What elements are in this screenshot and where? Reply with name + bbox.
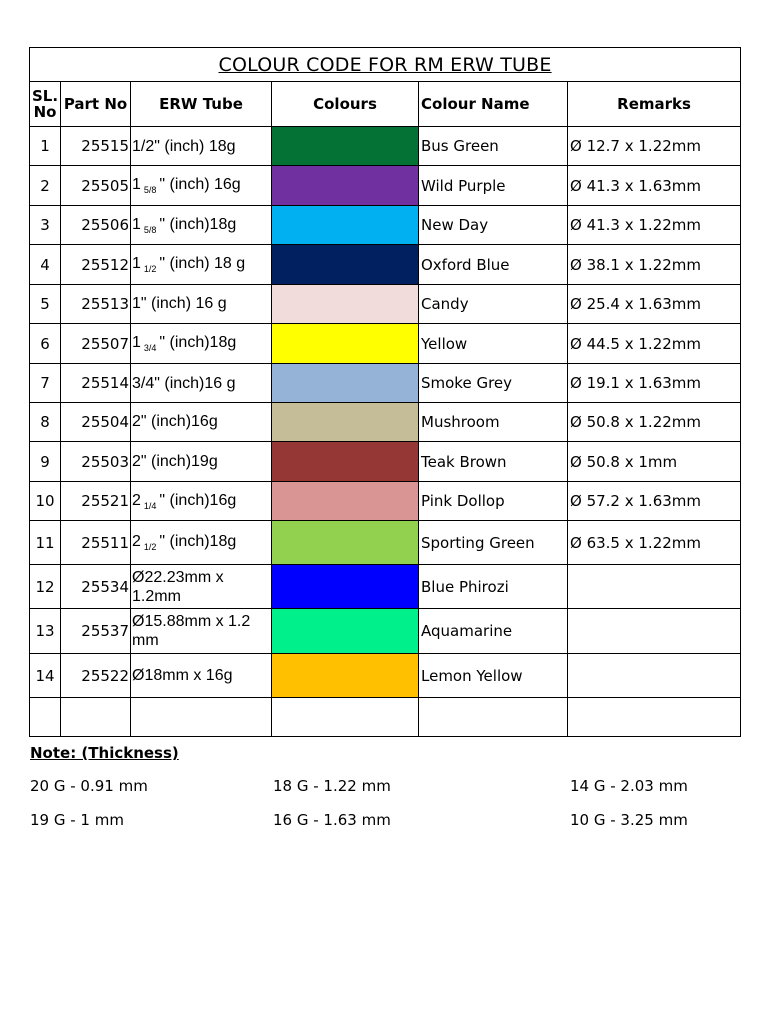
erw-tube-cell	[131, 403, 272, 442]
part-no-cell: 25511	[61, 521, 131, 565]
sl-no-cell: 9	[30, 442, 61, 482]
part-no-cell: 25512	[61, 245, 131, 285]
tube-size-text: 1" (inch) 16 g	[132, 295, 227, 312]
header-remarks: Remarks	[568, 82, 741, 127]
part-no-cell: 25513	[61, 285, 131, 324]
erw-tube-cell	[131, 654, 272, 698]
remarks-cell	[568, 654, 741, 698]
erw-tube-cell	[131, 565, 272, 609]
part-no-cell: 25506	[61, 206, 131, 245]
remarks-cell: Ø 63.5 x 1.22mm	[568, 521, 741, 565]
colour-name-cell: Bus Green	[419, 127, 568, 166]
table-row	[30, 324, 741, 364]
header-sl-no: SL. No	[30, 82, 61, 127]
table-row	[30, 521, 741, 565]
tube-size-rest: " (inch) 16g	[159, 176, 241, 193]
tube-size-text: Ø18mm x 16g	[132, 666, 233, 684]
gauge-item: 14 G - 2.03 mm	[570, 777, 688, 795]
remarks-cell	[568, 565, 741, 609]
colour-swatch-cell	[272, 654, 419, 698]
empty-cell	[272, 698, 419, 737]
remarks-cell: Ø 44.5 x 1.22mm	[568, 324, 741, 364]
colour-swatch-cell	[272, 245, 419, 285]
sl-no-cell: 3	[30, 206, 61, 245]
sl-no-cell: 11	[30, 521, 61, 565]
erw-tube-cell	[131, 482, 272, 521]
colour-name-cell: Oxford Blue	[419, 245, 568, 285]
part-no-cell: 25504	[61, 403, 131, 442]
part-no-cell: 25503	[61, 442, 131, 482]
tube-size-text: Ø15.88mm x 1.2 mm	[132, 613, 251, 649]
colour-name-cell: Pink Dollop	[419, 482, 568, 521]
erw-tube-cell	[131, 166, 272, 206]
table-row	[30, 654, 741, 698]
erw-tube-cell	[131, 442, 272, 482]
tube-size-whole: 2	[132, 533, 141, 550]
tube-size-fraction: 5/8	[143, 185, 157, 195]
sl-no-cell: 14	[30, 654, 61, 698]
sl-no-cell: 6	[30, 324, 61, 364]
colour-swatch-cell	[272, 206, 419, 245]
colour-swatch-cell	[272, 166, 419, 206]
gauge-item: 19 G - 1 mm	[30, 811, 124, 829]
remarks-cell: Ø 41.3 x 1.63mm	[568, 166, 741, 206]
thickness-note-label: Note: (Thickness)	[30, 744, 179, 762]
empty-cell	[419, 698, 568, 737]
colour-name-cell: Yellow	[419, 324, 568, 364]
part-no-cell: 25514	[61, 364, 131, 403]
colour-swatch-cell	[272, 482, 419, 521]
colour-swatch-cell	[272, 609, 419, 654]
table-row	[30, 127, 741, 166]
empty-row	[30, 698, 741, 737]
tube-size-fraction: 1/2	[143, 264, 157, 274]
part-no-cell: 25507	[61, 324, 131, 364]
tube-size-rest: " (inch)16g	[159, 491, 237, 509]
header-row	[30, 82, 741, 127]
colour-name-cell: Sporting Green	[419, 521, 568, 565]
table-title: COLOUR CODE FOR RM ERW TUBE	[30, 48, 741, 82]
colour-name-cell: New Day	[419, 206, 568, 245]
empty-cell	[131, 698, 272, 737]
colour-swatch-cell	[272, 403, 419, 442]
part-no-cell: 25537	[61, 609, 131, 654]
tube-size-text: 1/2" (inch) 18g	[132, 137, 236, 155]
colour-name-cell: Candy	[419, 285, 568, 324]
gauge-item: 16 G - 1.63 mm	[273, 811, 391, 829]
tube-size-rest: " (inch)18g	[159, 533, 237, 550]
colour-swatch-cell	[272, 521, 419, 565]
colour-name-cell: Aquamarine	[419, 609, 568, 654]
colour-code-table	[29, 47, 741, 737]
header-erw-tube: ERW Tube	[131, 82, 272, 127]
tube-size-whole: 1	[132, 215, 141, 233]
colour-name-cell: Mushroom	[419, 403, 568, 442]
erw-tube-cell	[131, 364, 272, 403]
colour-name-cell: Lemon Yellow	[419, 654, 568, 698]
colour-swatch-cell	[272, 324, 419, 364]
table-row	[30, 482, 741, 521]
gauge-item: 10 G - 3.25 mm	[570, 811, 688, 829]
tube-size-fraction: 1/4	[143, 500, 157, 511]
part-no-cell: 25522	[61, 654, 131, 698]
table-row	[30, 403, 741, 442]
colour-name-cell: Smoke Grey	[419, 364, 568, 403]
tube-size-rest: " (inch) 18 g	[159, 255, 246, 272]
empty-cell	[61, 698, 131, 737]
remarks-cell: Ø 25.4 x 1.63mm	[568, 285, 741, 324]
tube-size-fraction: 3/4	[143, 343, 157, 353]
colour-name-cell: Blue Phirozi	[419, 565, 568, 609]
colour-swatch-cell	[272, 565, 419, 609]
sl-no-cell: 13	[30, 609, 61, 654]
remarks-cell: Ø 50.8 x 1mm	[568, 442, 741, 482]
part-no-cell: 25505	[61, 166, 131, 206]
tube-size-text: Ø22.23mm x 1.2mm	[132, 568, 224, 605]
part-no-cell: 25534	[61, 565, 131, 609]
sl-no-cell: 7	[30, 364, 61, 403]
remarks-cell: Ø 50.8 x 1.22mm	[568, 403, 741, 442]
sl-no-cell: 10	[30, 482, 61, 521]
part-no-cell: 25521	[61, 482, 131, 521]
sl-no-cell: 4	[30, 245, 61, 285]
tube-size-text: 2" (inch)16g	[132, 413, 218, 430]
colour-swatch-cell	[272, 442, 419, 482]
remarks-cell: Ø 57.2 x 1.63mm	[568, 482, 741, 521]
tube-size-text: 3/4" (inch)16 g	[132, 374, 236, 392]
remarks-cell: Ø 19.1 x 1.63mm	[568, 364, 741, 403]
tube-size-whole: 1	[132, 334, 141, 351]
tube-size-fraction: 5/8	[143, 224, 157, 235]
remarks-cell	[568, 609, 741, 654]
erw-tube-cell	[131, 609, 272, 654]
tube-size-rest: " (inch)18g	[159, 334, 237, 351]
header-colours: Colours	[272, 82, 419, 127]
erw-tube-cell	[131, 324, 272, 364]
table-row	[30, 609, 741, 654]
sl-no-cell: 12	[30, 565, 61, 609]
tube-size-fraction: 1/2	[143, 542, 157, 552]
sl-no-cell: 2	[30, 166, 61, 206]
header-part-no: Part No	[61, 82, 131, 127]
table-row	[30, 285, 741, 324]
remarks-cell: Ø 12.7 x 1.22mm	[568, 127, 741, 166]
erw-tube-cell	[131, 245, 272, 285]
tube-size-whole: 2	[132, 491, 141, 509]
header-colour-name: Colour Name	[419, 82, 568, 127]
sl-no-cell: 5	[30, 285, 61, 324]
erw-tube-cell	[131, 521, 272, 565]
erw-tube-cell	[131, 206, 272, 245]
erw-tube-cell	[131, 127, 272, 166]
erw-tube-cell	[131, 285, 272, 324]
tube-size-text: 2" (inch)19g	[132, 452, 218, 470]
colour-swatch-cell	[272, 127, 419, 166]
tube-size-rest: " (inch)18g	[159, 215, 237, 233]
remarks-cell: Ø 38.1 x 1.22mm	[568, 245, 741, 285]
tube-size-whole: 1	[132, 255, 141, 272]
sl-no-cell: 8	[30, 403, 61, 442]
table-row	[30, 364, 741, 403]
colour-name-cell: Wild Purple	[419, 166, 568, 206]
tube-size-whole: 1	[132, 176, 141, 193]
sl-no-cell: 1	[30, 127, 61, 166]
empty-cell	[568, 698, 741, 737]
table-row	[30, 565, 741, 609]
colour-swatch-cell	[272, 364, 419, 403]
table-row	[30, 442, 741, 482]
gauge-item: 18 G - 1.22 mm	[273, 777, 391, 795]
remarks-cell: Ø 41.3 x 1.22mm	[568, 206, 741, 245]
part-no-cell: 25515	[61, 127, 131, 166]
table-row	[30, 245, 741, 285]
colour-swatch-cell	[272, 285, 419, 324]
table-row	[30, 206, 741, 245]
table-row	[30, 166, 741, 206]
empty-cell	[30, 698, 61, 737]
gauge-item: 20 G - 0.91 mm	[30, 777, 148, 795]
colour-name-cell: Teak Brown	[419, 442, 568, 482]
